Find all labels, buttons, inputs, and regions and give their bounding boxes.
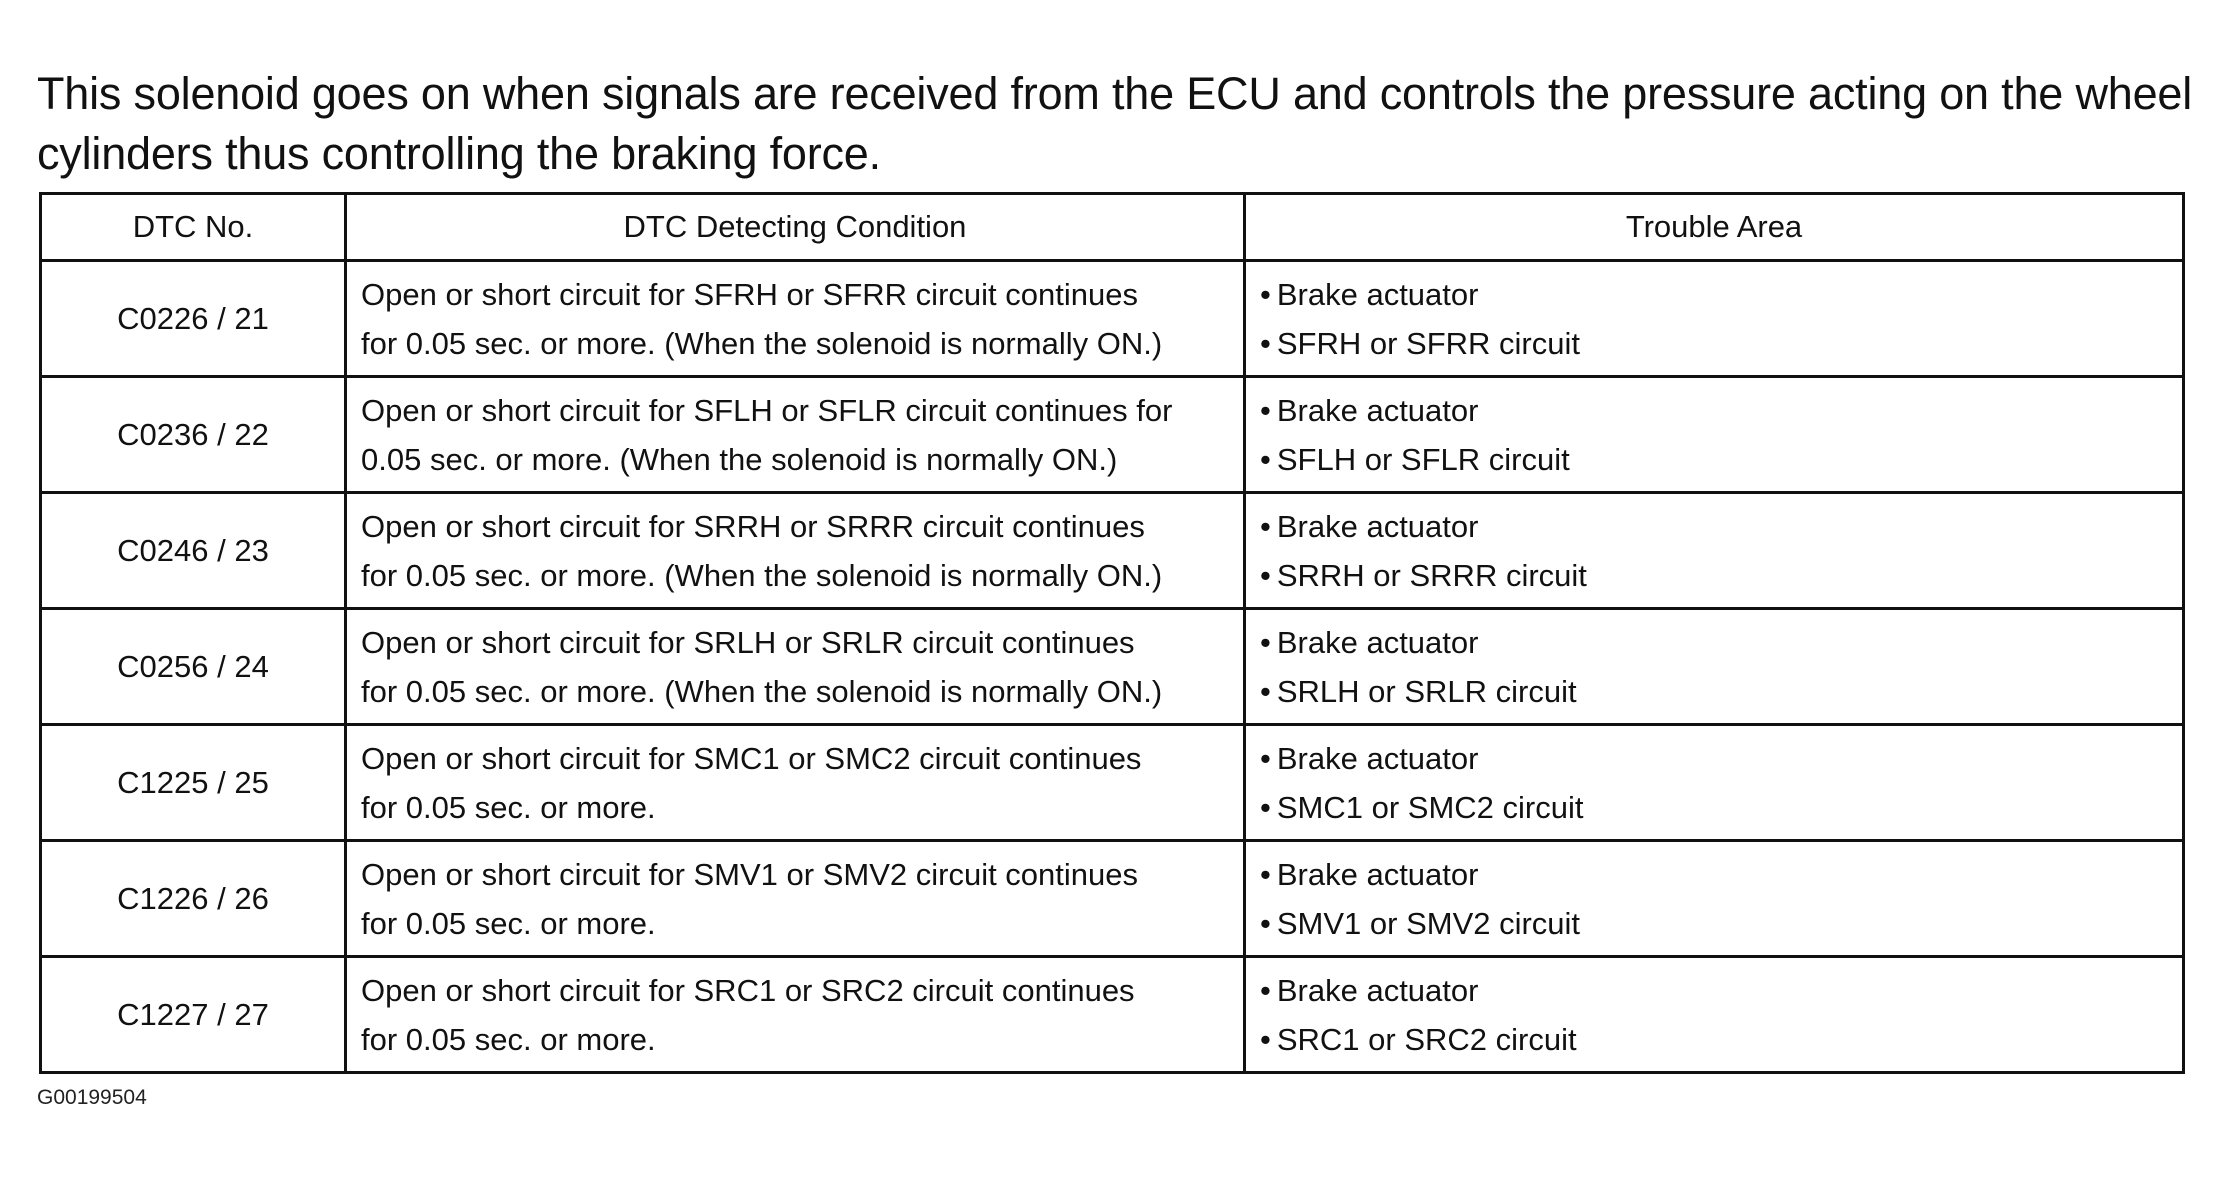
condition-line: Open or short circuit for SMV1 or SMV2 circuit continues xyxy=(361,856,1139,892)
trouble-item: • SMC1 or SMC2 circuit xyxy=(1260,783,2182,832)
trouble-item: • Brake actuator xyxy=(1260,618,2182,667)
trouble-area xyxy=(1245,261,2184,377)
detecting-condition xyxy=(346,957,1245,1073)
detecting-condition xyxy=(346,609,1245,725)
condition-line: for 0.05 sec. or more. (When the solenoid is normally ON.) xyxy=(361,325,1163,361)
intro-paragraph xyxy=(37,64,2193,184)
table-row xyxy=(41,493,2184,609)
trouble-area xyxy=(1245,377,2184,493)
header-dtc-no: DTC No. xyxy=(41,194,346,261)
trouble-item: • SRRH or SRRR circuit xyxy=(1260,551,2182,600)
trouble-item: • SFRH or SFRR circuit xyxy=(1260,319,2182,368)
condition-line: for 0.05 sec. or more. xyxy=(361,789,656,825)
trouble-item: • SMV1 or SMV2 circuit xyxy=(1260,899,2182,948)
dtc-table xyxy=(39,192,2185,1074)
condition-line: Open or short circuit for SFLH or SFLR circuit continues for xyxy=(361,392,1173,428)
trouble-item: • SRLH or SRLR circuit xyxy=(1260,667,2182,716)
trouble-item: • Brake actuator xyxy=(1260,850,2182,899)
trouble-area xyxy=(1245,725,2184,841)
condition-line: for 0.05 sec. or more. (When the solenoid is normally ON.) xyxy=(361,557,1163,593)
trouble-item: • Brake actuator xyxy=(1260,502,2182,551)
figure-id: G00199504 xyxy=(37,1086,147,1109)
table-row xyxy=(41,377,2184,493)
table-row xyxy=(41,841,2184,957)
condition-line: Open or short circuit for SMC1 or SMC2 circuit continues xyxy=(361,740,1142,776)
dtc-code: C0256 / 24 xyxy=(41,609,346,725)
trouble-item: • SFLH or SFLR circuit xyxy=(1260,435,2182,484)
dtc-code: C0226 / 21 xyxy=(41,261,346,377)
trouble-item: • Brake actuator xyxy=(1260,386,2182,435)
trouble-area xyxy=(1245,841,2184,957)
trouble-area xyxy=(1245,609,2184,725)
intro-line-2: cylinders thus controlling the braking force. xyxy=(37,128,881,179)
intro-line-1: This solenoid goes on when signals are received from the ECU and controls the pressure acting on the wheel xyxy=(37,68,2193,119)
condition-line: Open or short circuit for SRRH or SRRR circuit continues xyxy=(361,508,1145,544)
detecting-condition xyxy=(346,841,1245,957)
condition-line: Open or short circuit for SFRH or SFRR circuit continues xyxy=(361,276,1138,312)
detecting-condition xyxy=(346,377,1245,493)
dtc-code: C0246 / 23 xyxy=(41,493,346,609)
table-row xyxy=(41,609,2184,725)
trouble-item: • Brake actuator xyxy=(1260,270,2182,319)
table-row xyxy=(41,957,2184,1073)
condition-line: Open or short circuit for SRLH or SRLR circuit continues xyxy=(361,624,1135,660)
condition-line: for 0.05 sec. or more. (When the solenoid is normally ON.) xyxy=(361,673,1163,709)
condition-line: for 0.05 sec. or more. xyxy=(361,905,656,941)
detecting-condition xyxy=(346,725,1245,841)
condition-line: for 0.05 sec. or more. xyxy=(361,1021,656,1057)
header-trouble-area: Trouble Area xyxy=(1245,194,2184,261)
trouble-area xyxy=(1245,493,2184,609)
dtc-code: C0236 / 22 xyxy=(41,377,346,493)
dtc-code: C1227 / 27 xyxy=(41,957,346,1073)
trouble-item: • Brake actuator xyxy=(1260,734,2182,783)
trouble-item: • SRC1 or SRC2 circuit xyxy=(1260,1015,2182,1064)
dtc-code: C1225 / 25 xyxy=(41,725,346,841)
condition-line: 0.05 sec. or more. (When the solenoid is normally ON.) xyxy=(361,441,1118,477)
header-detecting-condition: DTC Detecting Condition xyxy=(346,194,1245,261)
dtc-code: C1226 / 26 xyxy=(41,841,346,957)
detecting-condition xyxy=(346,261,1245,377)
table-header-row xyxy=(41,194,2184,261)
detecting-condition xyxy=(346,493,1245,609)
table-row xyxy=(41,725,2184,841)
condition-line: Open or short circuit for SRC1 or SRC2 circuit continues xyxy=(361,972,1135,1008)
trouble-item: • Brake actuator xyxy=(1260,966,2182,1015)
table-row xyxy=(41,261,2184,377)
trouble-area xyxy=(1245,957,2184,1073)
